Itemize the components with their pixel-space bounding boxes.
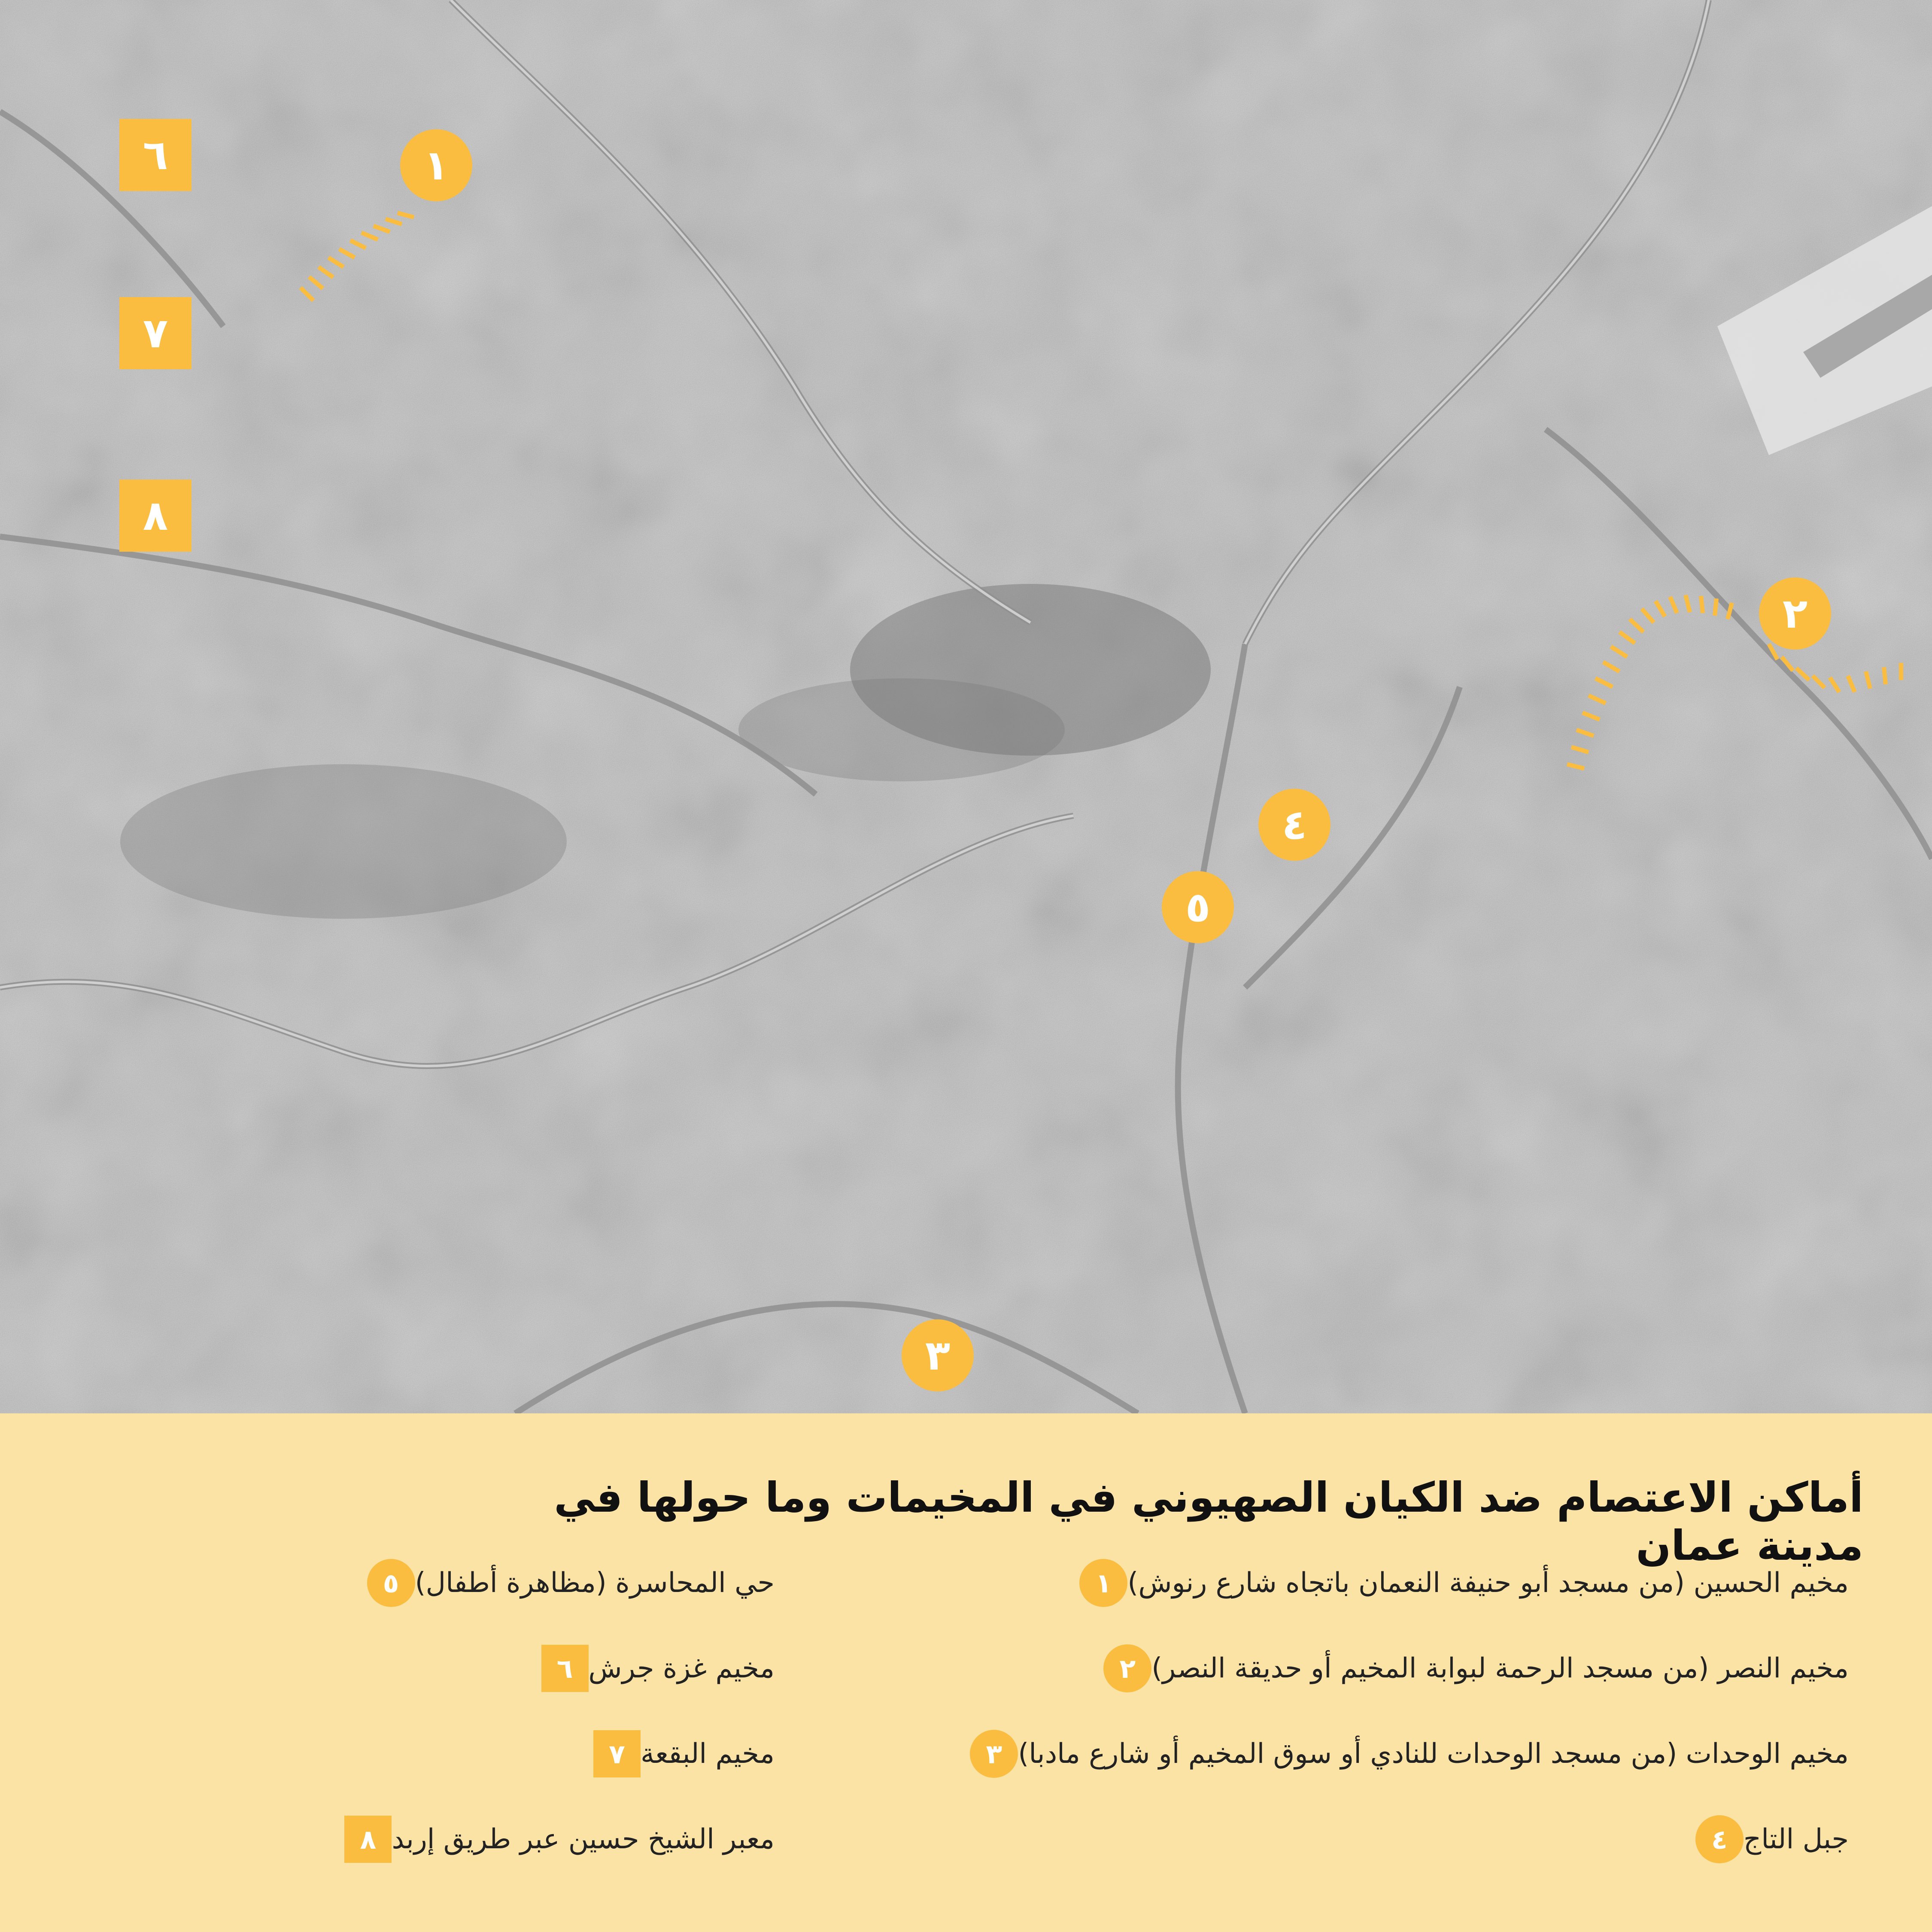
legend-text-2: مخيم النصر (من مسجد الرحمة لبوابة المخيم أو حديقة النصر) [1151, 1653, 1849, 1684]
legend-text-8: معبر الشيخ حسين عبر طريق إربد [392, 1823, 775, 1855]
legend-item-2 [1103, 1643, 1864, 1694]
legend-num-4: ٤ [1695, 1815, 1744, 1863]
marker-2[interactable] [1759, 577, 1831, 650]
marker-1[interactable] [400, 129, 472, 201]
marker-3-label: ٣ [925, 1331, 951, 1379]
legend-title: أماكن الاعتصام ضد الكيان الصهيوني في المخيمات وما حولها في مدينة عمان [554, 1473, 1863, 1570]
legend-num-1: ١ [1079, 1559, 1127, 1607]
legend-item-3 [970, 1728, 1864, 1780]
legend-text-1: مخيم الحسين (من مسجد أبو حنيفة النعمان باتجاه شارع رنوش) [1127, 1567, 1849, 1599]
marker-8-label: ٨ [143, 492, 168, 540]
dark-area [738, 678, 1065, 781]
marker-7-label: ٧ [143, 309, 168, 357]
legend-num-7: ٧ [593, 1730, 641, 1777]
legend-text-7: مخيم البقعة [641, 1738, 775, 1770]
legend-item-6 [541, 1643, 790, 1694]
legend-num-6: ٦ [541, 1645, 589, 1692]
marker-4-label: ٤ [1282, 801, 1307, 849]
marker-3[interactable] [902, 1319, 974, 1391]
legend-num-5: ٥ [367, 1559, 415, 1607]
marker-4[interactable] [1258, 789, 1331, 861]
legend-text-5: حي المحاسرة (مظاهرة أطفال) [415, 1567, 775, 1599]
legend-num-2: ٢ [1103, 1644, 1151, 1692]
marker-6[interactable] [119, 119, 191, 191]
marker-8[interactable] [119, 480, 191, 552]
marker-1-label: ١ [423, 141, 449, 189]
legend-num-3: ٣ [970, 1730, 1018, 1778]
legend-item-1 [1079, 1557, 1864, 1609]
legend-text-4: جبل التاج [1743, 1823, 1849, 1855]
marker-2-label: ٢ [1782, 589, 1808, 638]
legend-item-5 [367, 1557, 790, 1609]
legend-num-8: ٨ [344, 1816, 392, 1863]
legend-item-4 [1695, 1814, 1864, 1865]
marker-7[interactable] [119, 297, 191, 369]
dark-area [120, 764, 567, 919]
legend-item-8 [344, 1814, 790, 1865]
marker-5-label: ٥ [1185, 883, 1211, 931]
marker-5[interactable] [1162, 871, 1234, 943]
legend-text-6: مخيم غزة جرش [588, 1653, 775, 1684]
legend-text-3: مخيم الوحدات (من مسجد الوحدات للنادي أو سوق المخيم أو شارع مادبا) [1018, 1738, 1849, 1770]
legend-panel [0, 1413, 1932, 1932]
marker-6-label: ٦ [143, 131, 168, 179]
legend-item-7 [593, 1728, 790, 1780]
